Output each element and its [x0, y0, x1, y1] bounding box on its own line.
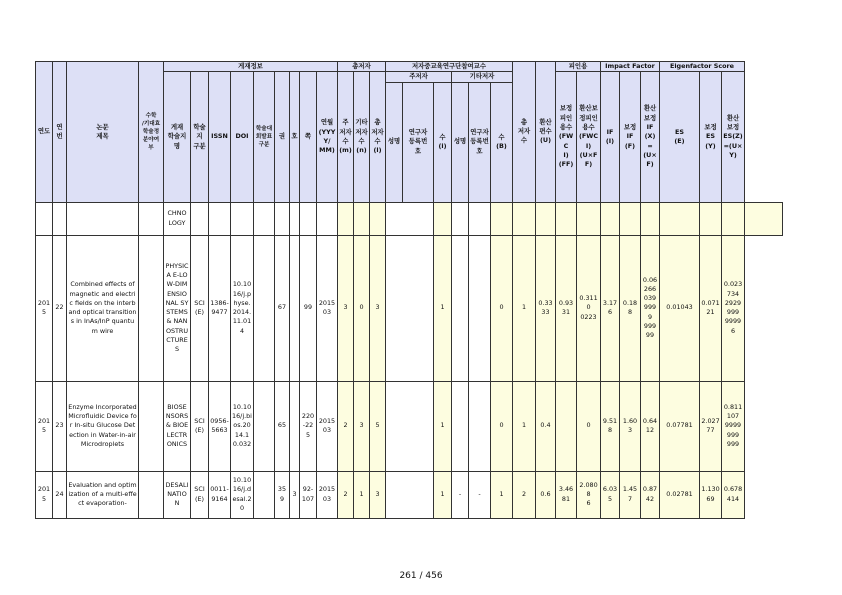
- journal-type-header: 학술 지 구분: [191, 72, 209, 202]
- research-table: [35, 61, 783, 519]
- other-author-num-cell: 0: [491, 381, 513, 471]
- authors-group-header: 총저자: [338, 62, 386, 72]
- issue-header: 호: [290, 72, 300, 202]
- year-cell: 2015: [36, 235, 53, 381]
- issue-cell: 3: [290, 471, 300, 518]
- doi-cell: 10.1016/j.physe.2014.11.014: [231, 235, 254, 381]
- issue-cell: [290, 381, 300, 471]
- journal-type-cell: SCI(E): [191, 471, 209, 518]
- title-cell: Evaluation and optimization of a multi-effect evaporation-: [67, 471, 139, 518]
- es-converted-header: 환산 보정 ES(Z) =(U×Y): [722, 72, 745, 202]
- continued-row: [36, 202, 783, 235]
- volume-cell: 67: [275, 235, 290, 381]
- main-author-reg-cell: [403, 471, 434, 518]
- pub-status-header: 학술대 회발표 구분: [254, 72, 275, 202]
- total-participants-cell: 1: [513, 381, 536, 471]
- citation-group-header: 피인용: [556, 62, 601, 72]
- header-row-1: [36, 62, 783, 72]
- es-converted-cell: 0.811107 9999999 999: [722, 381, 745, 471]
- title-cell: Enzyme Incorporated Microfluidic Device for In-situ Glucose Detection in Water-in-air Microdroplets: [67, 381, 139, 471]
- total-count-cell: 3: [370, 235, 386, 381]
- other-author-name-cell: [452, 381, 469, 471]
- fwci-cell: 0.9331: [556, 235, 577, 381]
- other-author-reg-cell: [469, 381, 491, 471]
- fwci-header: 보정 피인 용수 (FWC I) (FF): [556, 72, 577, 202]
- other-count-header: 기타 저자 수 (n): [354, 72, 370, 202]
- es-cell: 0.01043: [660, 235, 700, 381]
- year-cell: 2015: [36, 381, 53, 471]
- date-cell: 2015 03: [317, 235, 338, 381]
- es-converted-cell: 0.023734 2929999 99996: [722, 235, 745, 381]
- journal-name-header: 게재 학술지 명: [164, 72, 191, 202]
- main-author-group-header: 주저자: [386, 72, 452, 82]
- if-corrected-header: 보정 IF (F): [620, 72, 641, 202]
- es-cell: 0.07781: [660, 381, 700, 471]
- page-number: 261 / 456: [399, 571, 443, 581]
- es-cell: 0.02781: [660, 471, 700, 518]
- if-cell: 9.518: [601, 381, 620, 471]
- field-cell: [139, 235, 164, 381]
- fwci-converted-cell: 0.3110 0223: [577, 235, 601, 381]
- pub-status-cell: [254, 471, 275, 518]
- issue-cell: [290, 235, 300, 381]
- if-cell: 6.035: [601, 471, 620, 518]
- if-converted-header: 환산 보정 IF(X) = (U×F): [641, 72, 660, 202]
- if-converted-cell: 0.6412: [641, 381, 660, 471]
- fwci-cell: 3.4681: [556, 471, 577, 518]
- continued-journal-cell: CHNO LOGY: [164, 202, 191, 235]
- total-count-cell: 5: [370, 381, 386, 471]
- total-participants-cell: 1: [513, 235, 536, 381]
- if-corrected-cell: 0.188: [620, 235, 641, 381]
- es-header: ES (E): [660, 72, 700, 202]
- if-corrected-cell: 1.603: [620, 381, 641, 471]
- doi-header: DOI: [231, 72, 254, 202]
- volume-header: 권: [275, 72, 290, 202]
- journal-cell: PHYSICA E-LOW-DIMENSIONAL SYSTEMS & NANOSTRUCTURES: [164, 235, 191, 381]
- other-author-group-header: 기타저자: [452, 72, 513, 82]
- date-cell: 2015 03: [317, 471, 338, 518]
- other-author-num-cell: 1: [491, 471, 513, 518]
- doi-cell: 10.1016/j.bios.2014.10.032: [231, 381, 254, 471]
- if-corrected-cell: 1.457: [620, 471, 641, 518]
- main-count-header: 주 저자 수 (m): [338, 72, 354, 202]
- fwci-converted-cell: 0: [577, 381, 601, 471]
- main-author-name-cell: [386, 235, 403, 381]
- main-author-num-cell: 1: [434, 235, 452, 381]
- main-author-num-cell: 1: [434, 381, 452, 471]
- eigenfactor-group-header: Eigenfactor Score: [660, 62, 745, 72]
- main-author-name-header: 성명: [386, 82, 403, 202]
- table-row: [36, 471, 783, 518]
- other-count-cell: 0: [354, 235, 370, 381]
- journal-group-header: 게재정보: [164, 62, 338, 72]
- page-header: 쪽: [300, 72, 317, 202]
- converted-count-cell: 0.4: [536, 381, 556, 471]
- total-participants-cell: 2: [513, 471, 536, 518]
- converted-count-cell: 0.3333: [536, 235, 556, 381]
- converted-count-header: 환산 편수 (U): [536, 62, 556, 203]
- page-cell: 220-225: [300, 381, 317, 471]
- volume-cell: 359: [275, 471, 290, 518]
- es-corrected-cell: 1.13069: [700, 471, 722, 518]
- page-cell: 92-107: [300, 471, 317, 518]
- other-author-reg-cell: [469, 235, 491, 381]
- year-cell: 2015: [36, 471, 53, 518]
- other-author-reg-cell: -: [469, 471, 491, 518]
- fwci-converted-cell: 2.0808 6: [577, 471, 601, 518]
- main-count-cell: 2: [338, 471, 354, 518]
- date-header: 연월 (YYYY/ MM): [317, 72, 338, 202]
- main-author-name-cell: [386, 471, 403, 518]
- main-author-reg-header: 연구자 등록번 호: [403, 82, 434, 202]
- main-count-cell: 2: [338, 381, 354, 471]
- other-author-name-cell: -: [452, 471, 469, 518]
- es-corrected-cell: 0.07121: [700, 235, 722, 381]
- other-author-num-cell: 0: [491, 235, 513, 381]
- volume-cell: 65: [275, 381, 290, 471]
- fwci-cell: [556, 381, 577, 471]
- journal-cell: BIOSENSORS & BIOELECTRONICS: [164, 381, 191, 471]
- total-count-header: 총 저자 수 (l): [370, 72, 386, 202]
- other-count-cell: 3: [354, 381, 370, 471]
- main-author-reg-cell: [403, 381, 434, 471]
- other-count-cell: 1: [354, 471, 370, 518]
- other-author-reg-header: 연구자 등록번 호: [469, 82, 491, 202]
- serial-cell: 23: [53, 381, 67, 471]
- field-cell: [139, 381, 164, 471]
- serial-cell: 22: [53, 235, 67, 381]
- total-participants-header: 총 저자 수: [513, 62, 536, 203]
- converted-count-cell: 0.6: [536, 471, 556, 518]
- fwci-converted-header: 환산보 정피인 용수 (FWCI) (U×FF): [577, 72, 601, 202]
- pub-status-cell: [254, 235, 275, 381]
- year-header: 연도: [36, 62, 53, 203]
- if-cell: 3.176: [601, 235, 620, 381]
- total-count-cell: 3: [370, 471, 386, 518]
- field-header: 수학 /기대효 학술정 분야여 부: [139, 62, 164, 203]
- serial-cell: 24: [53, 471, 67, 518]
- date-cell: 2015 03: [317, 381, 338, 471]
- table-row: [36, 381, 783, 471]
- main-count-cell: 3: [338, 235, 354, 381]
- field-cell: [139, 471, 164, 518]
- issn-cell: 0011-9164: [209, 471, 231, 518]
- main-author-num-header: 수 (i): [434, 82, 452, 202]
- doi-cell: 10.1016/j.desal.20: [231, 471, 254, 518]
- if-converted-cell: 0.8742: [641, 471, 660, 518]
- if-converted-cell: 0.06266 0399999 99999: [641, 235, 660, 381]
- issn-cell: 0956-5663: [209, 381, 231, 471]
- issn-header: ISSN: [209, 72, 231, 202]
- title-cell: Combined effects of magnetic and electric fields on the interband optical transitions in InAs/InP quantum wire: [67, 235, 139, 381]
- participants-group-header: 저자중교육연구단참여교수: [386, 62, 513, 72]
- other-author-name-cell: [452, 235, 469, 381]
- serial-header: 연번: [53, 62, 67, 203]
- es-converted-cell: 0.678414: [722, 471, 745, 518]
- main-author-reg-cell: [403, 235, 434, 381]
- journal-type-cell: SCI(E): [191, 381, 209, 471]
- main-author-name-cell: [386, 381, 403, 471]
- table-row: [36, 235, 783, 381]
- page-cell: 99: [300, 235, 317, 381]
- other-author-name-header: 성명: [452, 82, 469, 202]
- journal-type-cell: SCI(E): [191, 235, 209, 381]
- impact-factor-group-header: Impact Factor: [601, 62, 660, 72]
- es-corrected-header: 보정 ES (Y): [700, 72, 722, 202]
- issn-cell: 1386-9477: [209, 235, 231, 381]
- journal-cell: DESALINATION: [164, 471, 191, 518]
- es-corrected-cell: 2.02777: [700, 381, 722, 471]
- main-author-num-cell: 1: [434, 471, 452, 518]
- title-header: 논문 제목: [67, 62, 139, 203]
- other-author-num-header: 수 (B): [491, 82, 513, 202]
- pub-status-cell: [254, 381, 275, 471]
- if-header: IF (I): [601, 72, 620, 202]
